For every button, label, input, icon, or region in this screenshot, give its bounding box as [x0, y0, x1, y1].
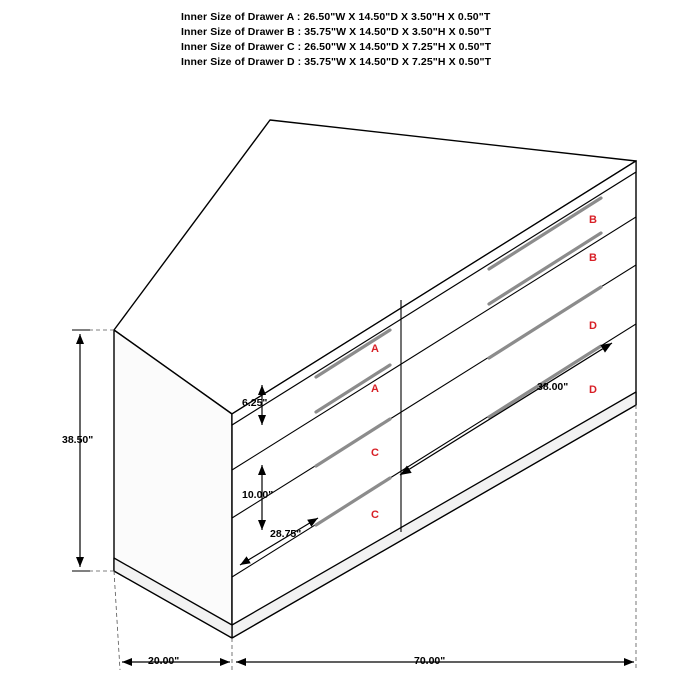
drawer-letter-d-1: D — [589, 320, 597, 332]
spec-line-c: Inner Size of Drawer C : 26.50"W X 14.50"D X 7.25"H X 0.50"T — [181, 41, 492, 53]
drawer-c-height-label: 10.00" — [242, 489, 274, 501]
ext-depth-left — [114, 571, 120, 670]
height-dimension-label: 38.50" — [62, 434, 94, 446]
cabinet-body — [114, 120, 636, 638]
drawer-letter-c-1: C — [371, 447, 379, 459]
width-dimension-label: 70.00" — [414, 655, 446, 667]
drawer-letter-a-2: A — [371, 383, 379, 395]
spec-line-d: Inner Size of Drawer D : 35.75"W X 14.50"D X 7.25"H X 0.50"T — [181, 56, 492, 68]
depth-dimension-label: 20.00" — [148, 655, 180, 667]
height-dimension-line — [72, 330, 90, 571]
diagonal-dimension-label: 38.00" — [537, 381, 569, 393]
spec-line-b: Inner Size of Drawer B : 35.75"W X 14.50"D X 3.50"H X 0.50"T — [181, 26, 492, 38]
drawer-c-width-label: 28.75" — [270, 528, 302, 540]
drawer-letter-b-2: B — [589, 252, 597, 264]
drawer-letter-c-2: C — [371, 509, 379, 521]
spec-line-a: Inner Size of Drawer A : 26.50"W X 14.50"D X 3.50"H X 0.50"T — [181, 11, 491, 23]
drawer-letter-a-1: A — [371, 343, 379, 355]
drawer-letter-d-2: D — [589, 384, 597, 396]
drawer-letter-b-1: B — [589, 214, 597, 226]
drawer-a-height-label: 6.25" — [242, 397, 268, 409]
